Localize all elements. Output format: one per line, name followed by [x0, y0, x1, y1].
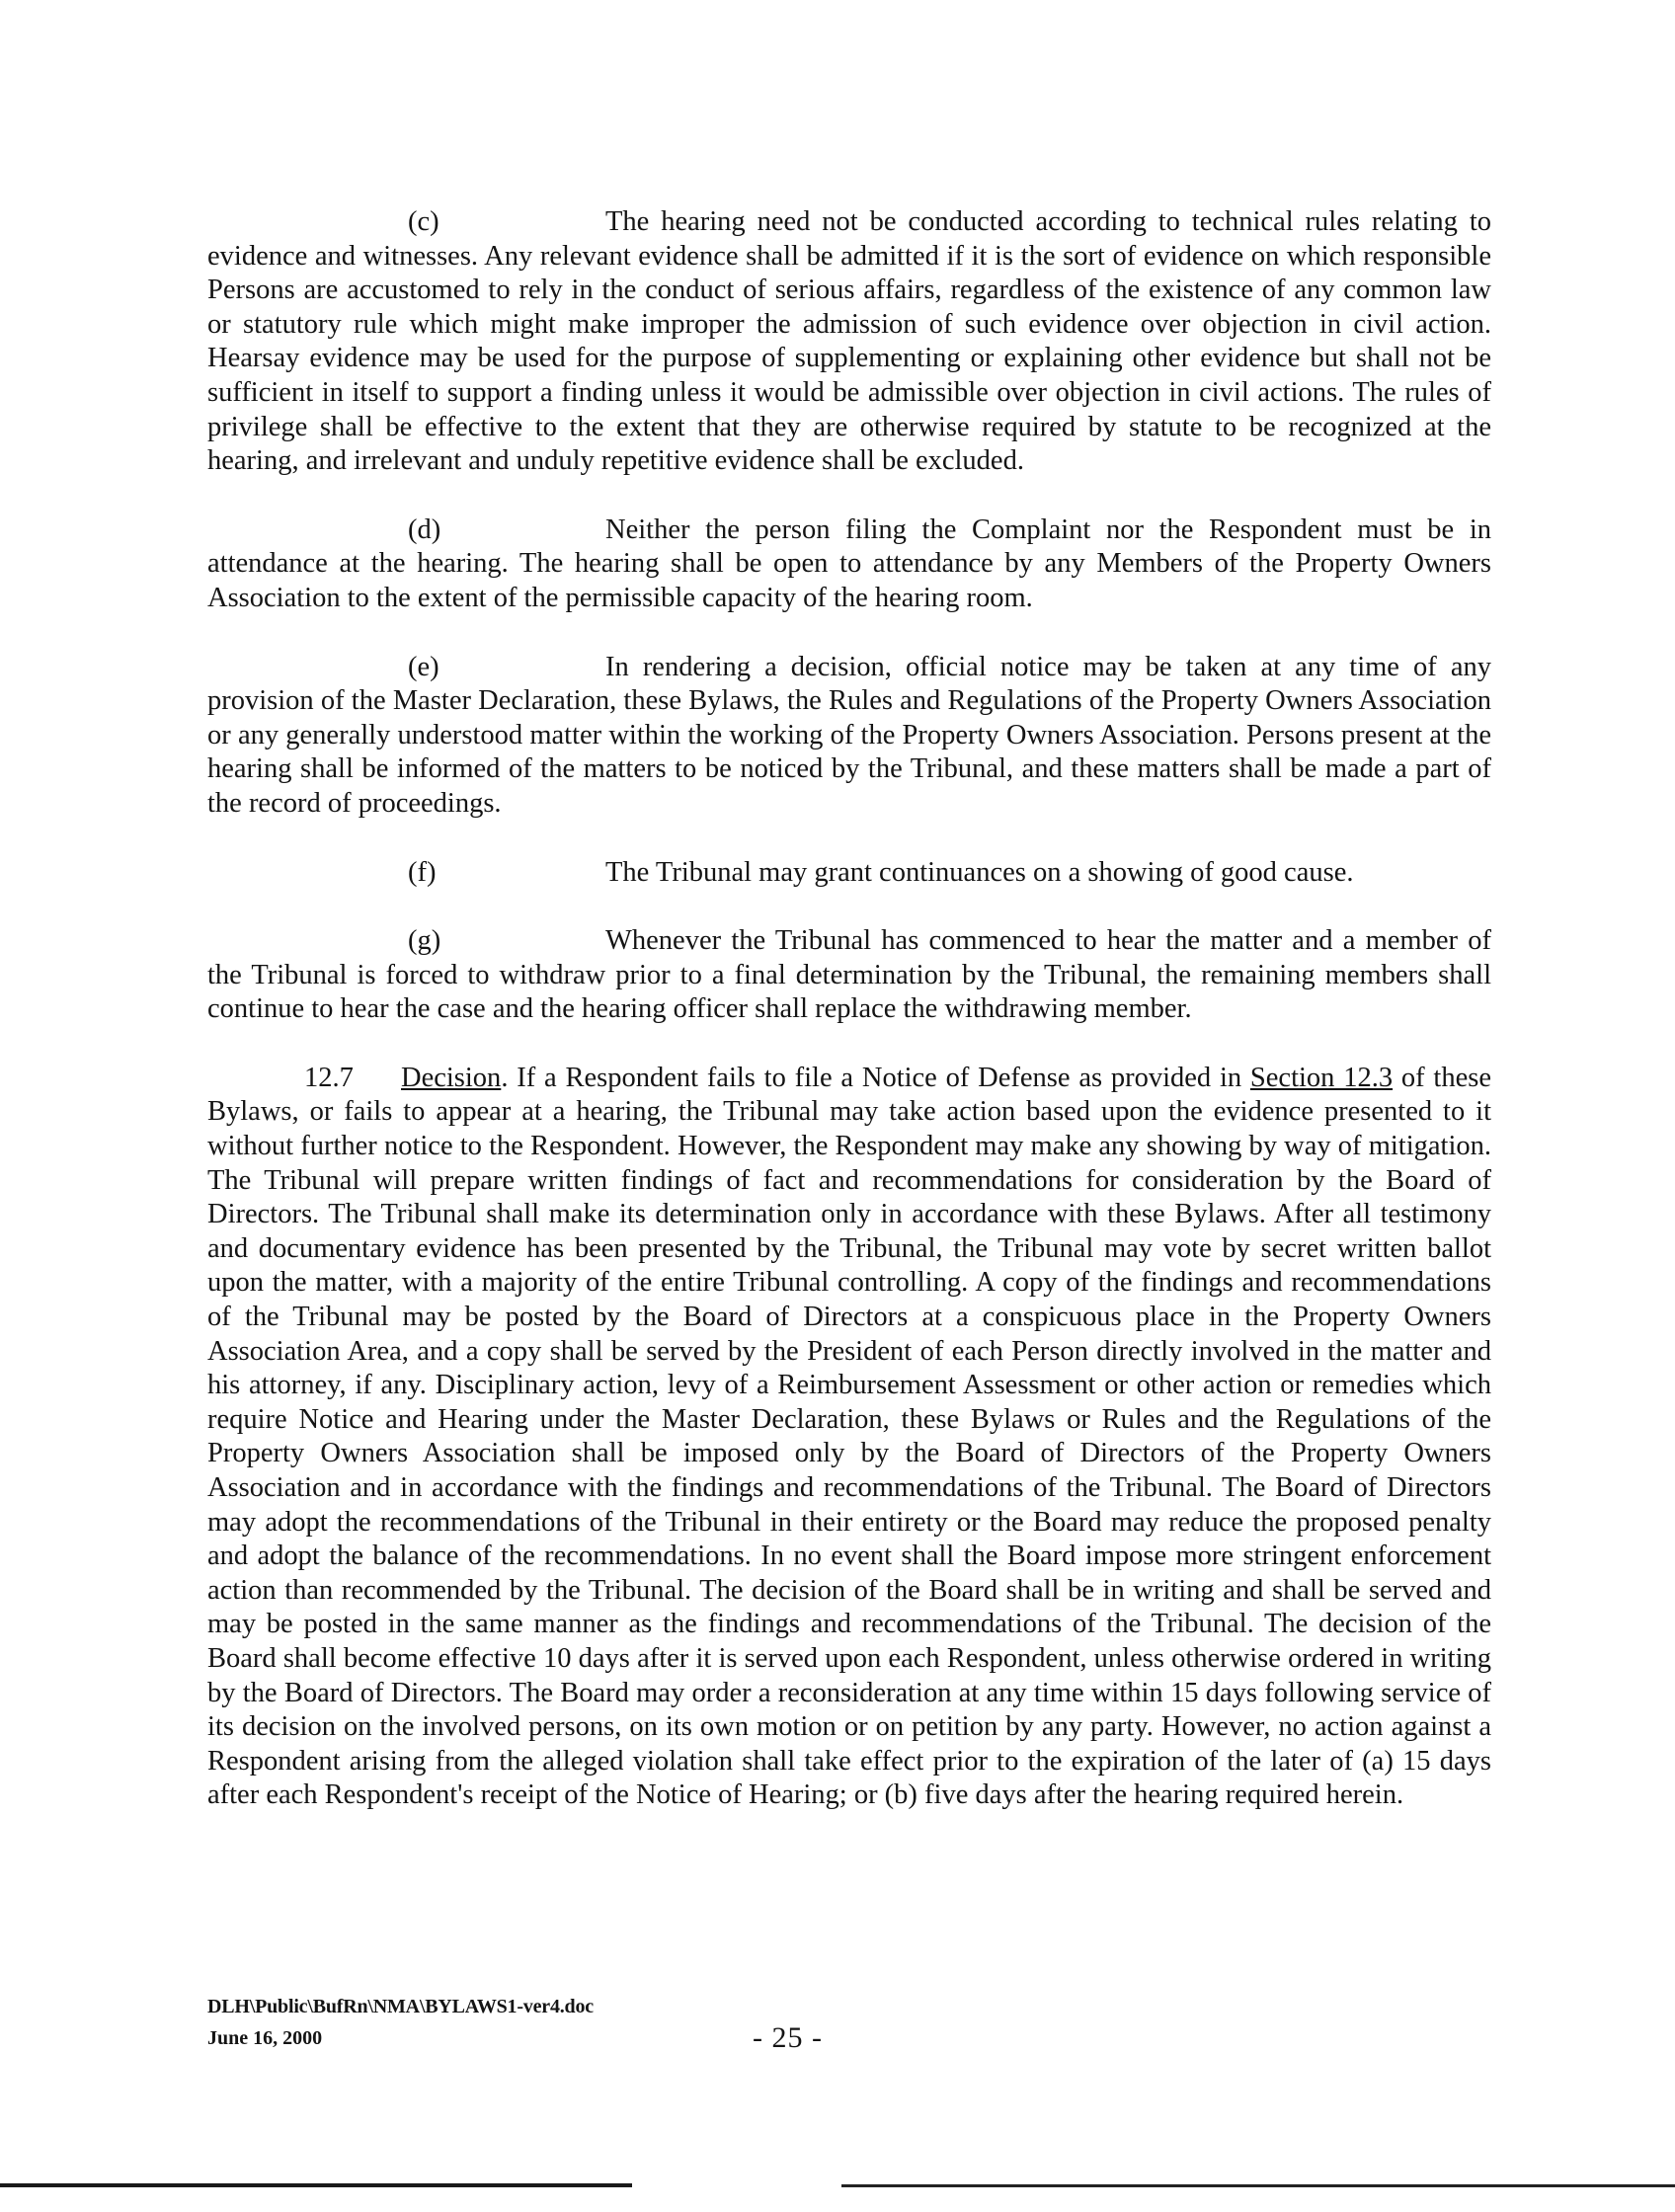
paragraph-e [207, 651, 1491, 822]
paragraph-c [207, 205, 1491, 479]
paragraph-text: In rendering a decision, official notice may be taken at any time of any provision of the Master Declaration, these Bylaws, the Rules and Regulations of the Property Owners Association or any generally understood matter within the working of the Property Owners Association. Persons present at the hearing shall be informed of the matters to be noticed by the Tribunal, and these matters shall be made a part of the record of proceedings. [207, 651, 1491, 819]
paragraph-d [207, 514, 1491, 616]
section-12-7 [207, 1062, 1491, 1813]
document-body [207, 205, 1491, 1813]
footer-rule-left [0, 2183, 632, 2187]
section-title: Decision [401, 1062, 502, 1093]
section-text-intro: . If a Respondent fails to file a Notice of Defense as provided in [501, 1062, 1250, 1093]
paragraph-label: (d) [408, 514, 441, 545]
footer-file-path: DLH\Public\BufRn\NMA\BYLAWS1-ver4.doc [207, 1996, 594, 2017]
section-text-body: of these Bylaws, or fails to appear at a hearing, the Tribunal may take action based upon the evidence presented to it without further notice to the Respondent. However, the Respondent may make any showing by way of mitigation. The Tribunal will prepare written findings of fact and recommendations for consideration by the Board of Directors. The Tribunal shall make its determination only in accordance with these Bylaws. After all testimony and documentary evidence has been presented by the Tribunal, the Tribunal may vote by secret written ballot upon the matter, with a majority of the entire Tribunal controlling. A copy of the findings and recommendations of the Tribunal may be posted by the Board of Directors at a conspicuous place in the Property Owners Association Area, and a copy shall be served by the President of each Person directly involved in the matter and his attorney, if any. Disciplinary action, levy of a Reimbursement Assessment or other action or remedies which require Notice and Hearing under the Master Declaration, these Bylaws or Rules and the Regulations of the Property Owners Association shall be imposed only by the Board of Directors of the Property Owners Association and in accordance with the findings and recommendations of the Tribunal. The Board of Directors may adopt the recommendations of the Tribunal in their entirety or the Board may reduce the proposed penalty and adopt the balance of the recommendations. In no event shall the Board impose more stringent enforcement action than recommended by the Tribunal. The decision of the Board shall be in writing and shall be served and may be posted in the same manner as the findings and recommendations of the Tribunal. The decision of the Board shall become effective 10 days after it is served upon each Respondent, unless otherwise ordered in writing by the Board of Directors. The Board may order a reconsideration at any time within 15 days following service of its decision on the involved persons, on its own motion or on petition by any party. However, no action against a Respondent arising from the alleged violation shall take effect prior to the expiration of the later of (a) 15 days after each Respondent's receipt of the Notice of Hearing; or (b) five days after the hearing required herein. [207, 1062, 1491, 1811]
paragraph-text: Whenever the Tribunal has commenced to hear the matter and a member of the Tribunal is forced to withdraw prior to a final determination by the Tribunal, the remaining members shall continue to hear the case and the hearing officer shall replace the withdrawing member. [207, 925, 1491, 1025]
section-cross-reference: Section 12.3 [1249, 1062, 1394, 1093]
paragraph-text: The Tribunal may grant continuances on a showing of good cause. [605, 856, 1354, 888]
paragraph-text: The hearing need not be conducted according to technical rules relating to evidence and witnesses. Any relevant evidence shall be admitted if it is the sort of evidence on which responsible Persons are accustomed to rely in the conduct of serious affairs, regardless of the existence of any common law or statutory rule which might make improper the admission of such evidence over objection in civil action. Hearsay evidence may be used for the purpose of supplementing or explaining other evidence but shall not be sufficient in itself to support a finding unless it would be admissible over objection in civil actions. The rules of privilege shall be effective to the extent that they are otherwise required by statute to be recognized at the hearing, and irrelevant and unduly repetitive evidence shall be excluded. [207, 206, 1491, 477]
paragraph-label: (e) [408, 651, 439, 682]
paragraph-label: (g) [408, 925, 441, 957]
paragraph-label: (f) [408, 856, 437, 888]
footer-date: June 16, 2000 [207, 2027, 323, 2049]
footer-rule-right [841, 2184, 1675, 2187]
paragraph-label: (c) [408, 206, 439, 237]
paragraph-f [207, 856, 1491, 891]
paragraph-g [207, 924, 1491, 1027]
section-number: 12.7 [304, 1062, 354, 1093]
paragraph-text: Neither the person filing the Complaint nor the Respondent must be in attendance at the hearing. The hearing shall be open to attendance by any Members of the Property Owners Association to the extent of the permissible capacity of the hearing room. [207, 514, 1491, 613]
page-number: - 25 - [753, 2021, 823, 2054]
